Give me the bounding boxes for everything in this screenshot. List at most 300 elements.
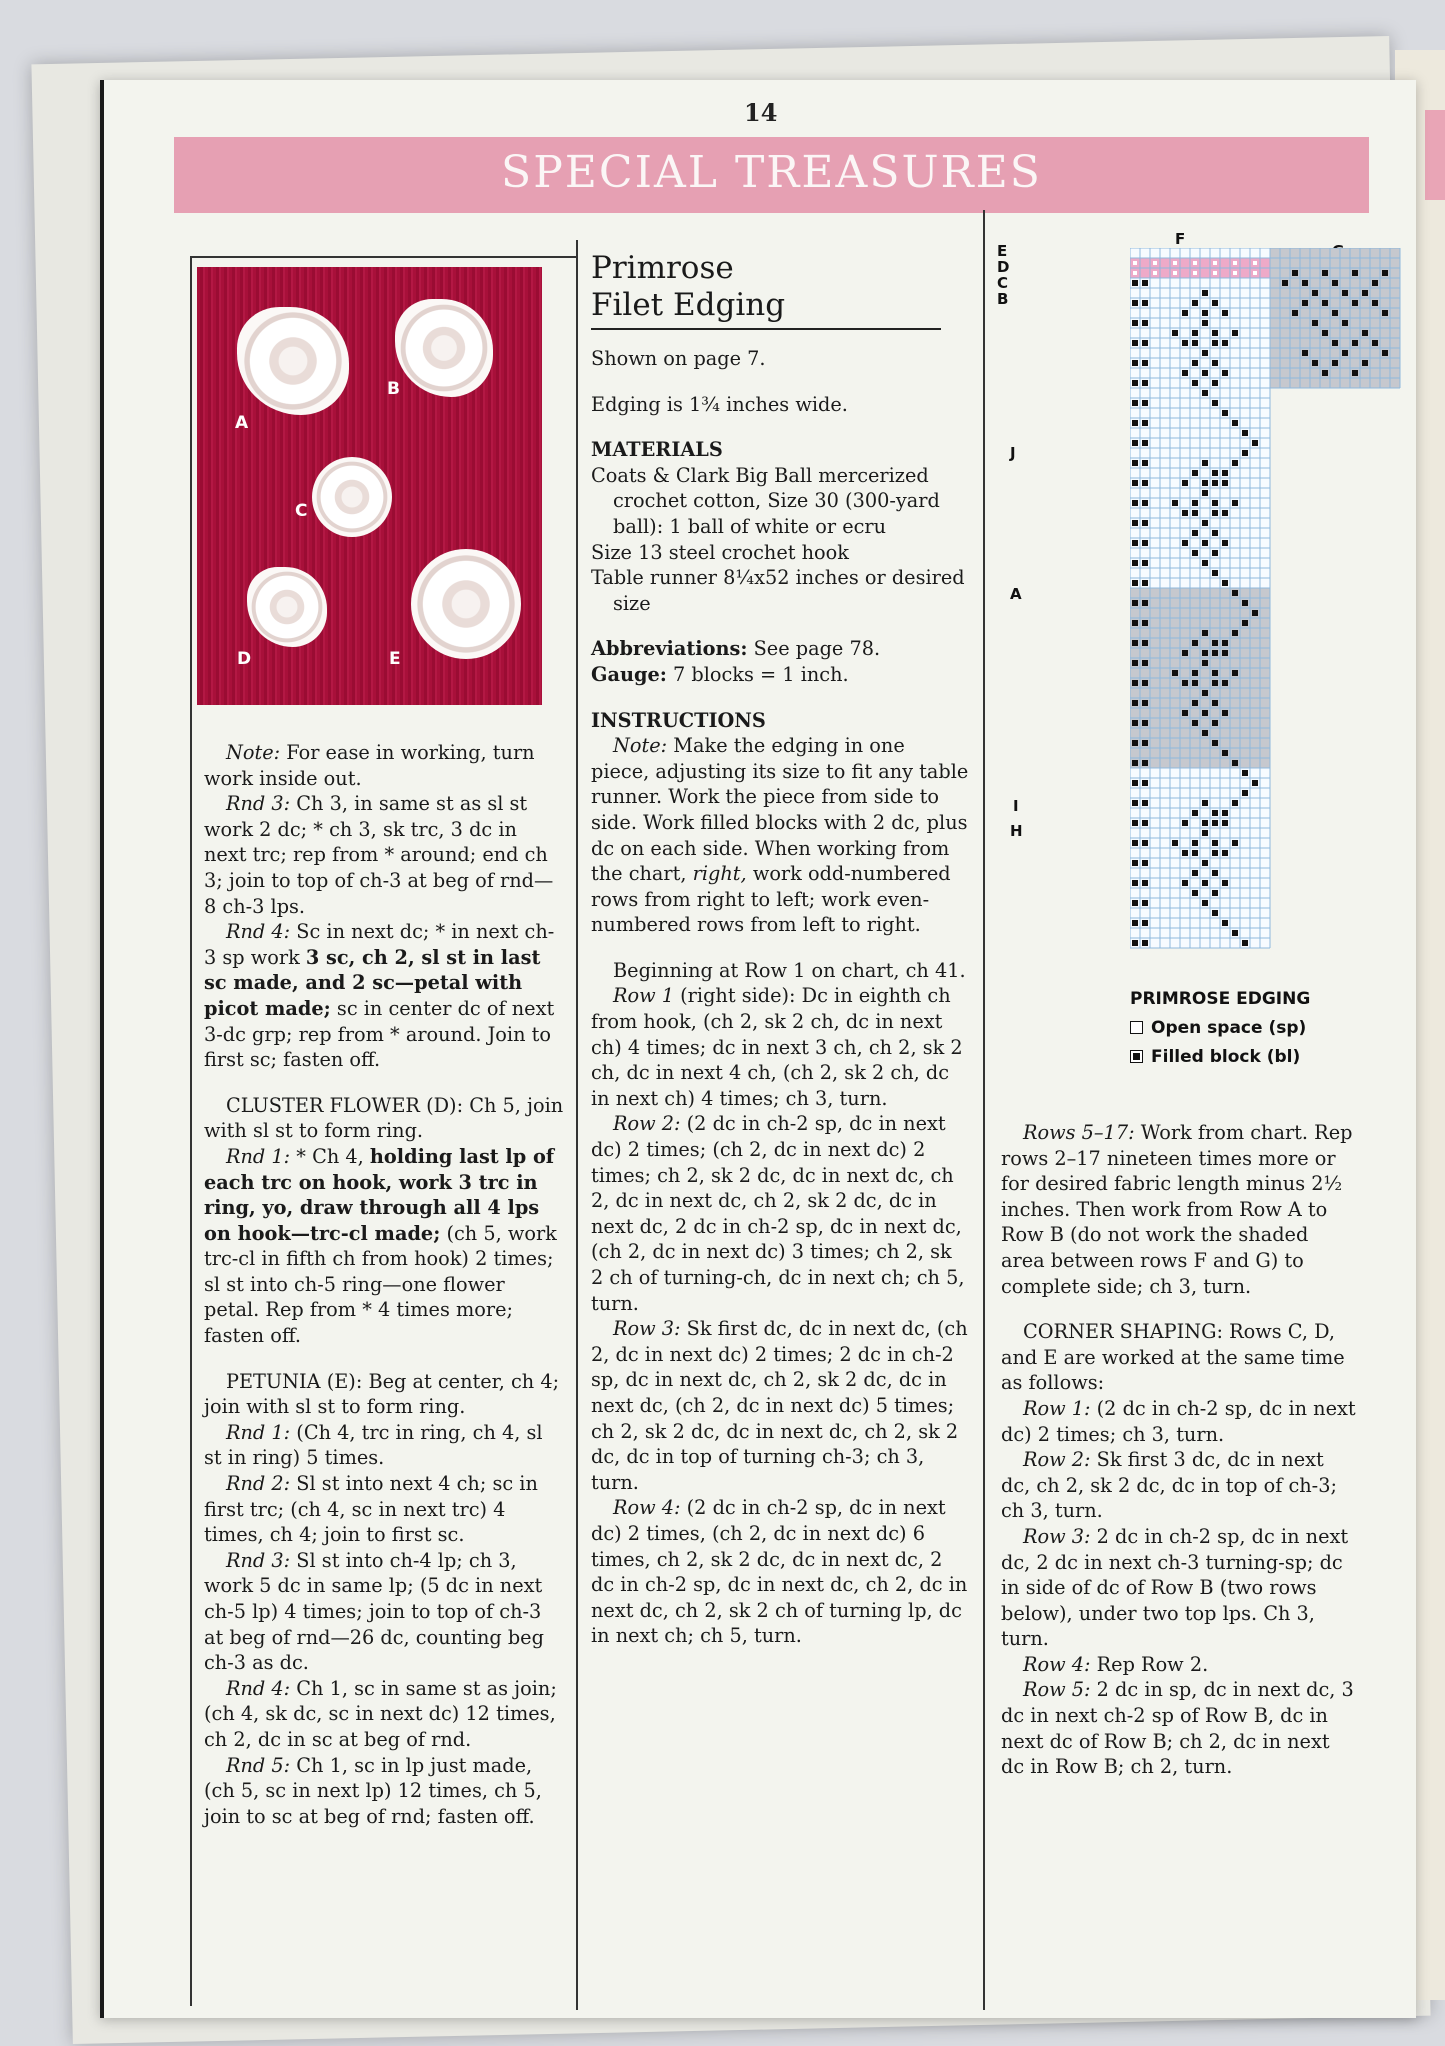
chart-filled-block <box>1172 670 1178 676</box>
chart-filled-block <box>1182 540 1188 546</box>
chart-filled-block <box>1142 300 1148 306</box>
chart-filled-block <box>1232 630 1238 636</box>
filled-block-icon <box>1130 1050 1143 1063</box>
chart-label-d: D <box>997 258 1010 276</box>
chart-filled-block <box>1142 820 1148 826</box>
flower-e <box>411 549 521 659</box>
materials-heading: MATERIALS <box>591 438 723 462</box>
chart-filled-block <box>1292 270 1298 276</box>
chart-filled-block <box>1202 820 1208 826</box>
chart-filled-block <box>1212 890 1218 896</box>
chart-filled-block <box>1132 380 1138 386</box>
chart-filled-block <box>1132 400 1138 406</box>
chart-filled-block <box>1182 820 1188 826</box>
chart-filled-block <box>1142 680 1148 686</box>
chart-filled-block <box>1132 920 1138 926</box>
chart-filled-block <box>1182 340 1188 346</box>
chart-filled-block <box>1232 670 1238 676</box>
chart-filled-block <box>1202 480 1208 486</box>
chart-pink-marker <box>1213 271 1217 275</box>
chart-filled-block <box>1222 510 1228 516</box>
chart-filled-block <box>1132 700 1138 706</box>
photo-label-a: A <box>235 413 249 433</box>
cluster-rnd1-paragraph: Rnd 1: * Ch 4, holding last lp of each trc on hook, work 3 trc in ring, yo, draw through all 4 lps on hook—trc-cl made; (ch 5, work trc-cl in fifth ch from hook) 2 times; sl st into ch-5 ring—one flower petal. Rep from * 4 times more; fasten off. <box>204 1144 557 1348</box>
chart-filled-block <box>1132 780 1138 786</box>
flower-d <box>247 567 327 647</box>
chart-filled-block <box>1352 270 1358 276</box>
section-banner <box>174 137 1369 213</box>
chart-filled-block <box>1142 280 1148 286</box>
chart-filled-block <box>1182 480 1188 486</box>
chart-filled-block <box>1132 860 1138 866</box>
chart-filled-block <box>1132 720 1138 726</box>
chart-filled-block <box>1132 460 1138 466</box>
chart-label-j: J <box>1010 444 1016 462</box>
chart-filled-block <box>1142 480 1148 486</box>
chart-filled-block <box>1232 800 1238 806</box>
chart-filled-block <box>1302 300 1308 306</box>
chart-filled-block <box>1312 320 1318 326</box>
chart-filled-block <box>1192 500 1198 506</box>
chart-filled-block <box>1192 810 1198 816</box>
chart-filled-block <box>1202 660 1208 666</box>
chart-filled-block <box>1342 290 1348 296</box>
chart-filled-block <box>1202 520 1208 526</box>
chart-filled-block <box>1232 930 1238 936</box>
chart-filled-block <box>1182 850 1188 856</box>
chart-filled-block <box>1132 940 1138 946</box>
chart-filled-block <box>1312 290 1318 296</box>
chart-filled-block <box>1182 880 1188 886</box>
petunia-rnd5-paragraph: Rnd 5: Ch 1, sc in lp just made, (ch 5, sc in next lp) 12 times, ch 5, join to sc at beg of rnd; fasten off. <box>204 1753 542 1828</box>
chart-filled-block <box>1232 590 1238 596</box>
chart-filled-block <box>1242 770 1248 776</box>
chart-filled-block <box>1192 380 1198 386</box>
chart-filled-block <box>1342 320 1348 326</box>
chart-filled-block <box>1142 700 1148 706</box>
chart-filled-block <box>1202 460 1208 466</box>
chart-label-i: I <box>1013 797 1019 815</box>
chart-filled-block <box>1192 510 1198 516</box>
beginning-paragraph: Beginning at Row 1 on chart, ch 41. <box>613 958 966 982</box>
chart-filled-block <box>1132 820 1138 826</box>
material-thread: Coats & Clark Big Ball mercerized crochet cotton, Size 30 (300-yard ball): 1 ball of white or ecru <box>591 463 940 538</box>
material-hook: Size 13 steel crochet hook <box>591 540 849 564</box>
chart-label-b: B <box>997 290 1009 308</box>
chart-filled-block <box>1282 280 1288 286</box>
chart-filled-block <box>1252 440 1258 446</box>
corner-row1: Row 1: (2 dc in ch-2 sp, dc in next dc) 2 times; ch 3, turn. <box>1001 1396 1356 1446</box>
abbreviations-line: Abbreviations: See page 78. <box>591 637 881 661</box>
chart-filled-block <box>1132 640 1138 646</box>
chart-filled-block <box>1132 340 1138 346</box>
chart-filled-block <box>1142 900 1148 906</box>
magazine-page <box>100 80 1416 2018</box>
chart-filled-block <box>1142 460 1148 466</box>
chart-pink-marker <box>1193 261 1197 265</box>
chart-filled-block <box>1132 580 1138 586</box>
chart-filled-block <box>1132 320 1138 326</box>
chart-filled-block <box>1142 840 1148 846</box>
chart-filled-block <box>1372 300 1378 306</box>
section-title: SPECIAL TREASURES <box>501 147 1042 198</box>
chart-filled-block <box>1182 310 1188 316</box>
chart-filled-block <box>1202 390 1208 396</box>
chart-filled-block <box>1202 860 1208 866</box>
edging-width: Edging is 1¾ inches wide. <box>591 392 848 416</box>
page-number: 14 <box>744 98 778 127</box>
chart-filled-block <box>1142 860 1148 866</box>
chart-filled-block <box>1132 900 1138 906</box>
chart-filled-block <box>1212 680 1218 686</box>
chart-filled-block <box>1202 830 1208 836</box>
chart-filled-block <box>1252 780 1258 786</box>
chart-label-e: E <box>997 242 1008 260</box>
chart-filled-block <box>1192 720 1198 726</box>
chart-filled-block <box>1142 360 1148 366</box>
chart-filled-block <box>1332 360 1338 366</box>
chart-filled-block <box>1232 840 1238 846</box>
chart-filled-block <box>1172 330 1178 336</box>
right-column <box>1001 1120 1356 1780</box>
chart-filled-block <box>1192 680 1198 686</box>
chart-filled-block <box>1222 580 1228 586</box>
chart-filled-block <box>1212 840 1218 846</box>
filet-chart <box>1130 248 1445 978</box>
chart-filled-block <box>1202 320 1208 326</box>
chart-filled-block <box>1202 560 1208 566</box>
chart-filled-block <box>1222 480 1228 486</box>
chart-filled-block <box>1142 580 1148 586</box>
chart-filled-block <box>1132 680 1138 686</box>
chart-filled-block <box>1142 620 1148 626</box>
chart-filled-block <box>1202 540 1208 546</box>
chart-filled-block <box>1132 600 1138 606</box>
chart-filled-block <box>1132 360 1138 366</box>
chart-filled-block <box>1202 490 1208 496</box>
chart-pink-marker <box>1253 261 1257 265</box>
chart-filled-block <box>1212 650 1218 656</box>
chart-pink-marker <box>1153 271 1157 275</box>
rnd3-paragraph: Rnd 3: Ch 3, in same st as sl st work 2 dc; * ch 3, sk trc, 3 dc in next trc; rep from * around; end ch 3; join to top of ch-3 at beg of rnd—8 ch-3 lps. <box>204 792 554 918</box>
chart-filled-block <box>1372 340 1378 346</box>
chart-filled-block <box>1142 880 1148 886</box>
chart-filled-block <box>1242 620 1248 626</box>
material-runner: Table runner 8¼x52 inches or desired size <box>591 566 965 615</box>
chart-filled-block <box>1242 940 1248 946</box>
row4-paragraph: Row 4: (2 dc in ch-2 sp, dc in next dc) 2 times, (ch 2, dc in next dc) 6 times, ch 2, sk 2 dc, dc in next dc, 2 dc in ch-2 sp, dc in next dc, ch 2, dc in next dc, ch 2, sk 2 ch of turning lp, dc in next ch; ch 5, turn. <box>591 1496 968 1648</box>
chart-filled-block <box>1132 520 1138 526</box>
chart-filled-block <box>1232 420 1238 426</box>
chart-filled-block <box>1202 880 1208 886</box>
chart-filled-block <box>1212 510 1218 516</box>
chart-pink-marker <box>1153 261 1157 265</box>
chart-filled-block <box>1132 800 1138 806</box>
chart-pink-marker <box>1173 261 1177 265</box>
chart-filled-block <box>1212 300 1218 306</box>
chart-filled-block <box>1132 760 1138 766</box>
chart-filled-block <box>1202 350 1208 356</box>
chart-filled-block <box>1202 730 1208 736</box>
chart-filled-block <box>1142 500 1148 506</box>
flower-a <box>237 307 349 415</box>
chart-filled-block <box>1382 310 1388 316</box>
left-column <box>204 740 564 1829</box>
chart-filled-block <box>1322 330 1328 336</box>
chart-label-c: C <box>997 274 1009 292</box>
corner-row4: Row 4: Rep Row 2. <box>1023 1652 1209 1676</box>
chart-filled-block <box>1192 300 1198 306</box>
petunia-heading: PETUNIA (E): Beg at center, ch 4; join with sl st to form ring. <box>204 1369 560 1419</box>
chart-filled-block <box>1132 540 1138 546</box>
chart-pink-marker <box>1253 271 1257 275</box>
petunia-rnd4-paragraph: Rnd 4: Ch 1, sc in same st as join; (ch 4, sk dc, sc in next dc) 12 times, ch 2, dc in sc at beg of rnd. <box>204 1676 557 1751</box>
chart-filled-block <box>1142 340 1148 346</box>
chart-pink-marker <box>1233 261 1237 265</box>
chart-pink-marker <box>1173 271 1177 275</box>
chart-filled-block <box>1352 340 1358 346</box>
chart-filled-block <box>1182 510 1188 516</box>
chart-filled-block <box>1142 920 1148 926</box>
chart-pink-marker <box>1233 271 1237 275</box>
chart-filled-block <box>1212 850 1218 856</box>
shown-on-page: Shown on page 7. <box>591 347 766 370</box>
chart-filled-block <box>1222 680 1228 686</box>
chart-filled-block <box>1202 900 1208 906</box>
note-paragraph: Note: For ease in working, turn work inside out. <box>204 741 535 790</box>
chart-filled-block <box>1132 500 1138 506</box>
chart-filled-block <box>1142 320 1148 326</box>
adjacent-page-banner <box>1425 110 1445 200</box>
chart-filled-block <box>1202 310 1208 316</box>
column-divider-left-outer <box>190 256 192 2006</box>
chart-filled-block <box>1212 810 1218 816</box>
petunia-rnd3-paragraph: Rnd 3: Sl st into ch-4 lp; ch 3, work 5 dc in same lp; (5 dc in next ch-5 lp) 4 times; join to top of ch-3 at beg of rnd—26 dc, counting beg ch-3 as dc. <box>204 1548 544 1675</box>
corner-shaping-heading: CORNER SHAPING: Rows C, D, and E are worked at the same time as follows: <box>1001 1320 1345 1395</box>
chart-filled-block <box>1192 340 1198 346</box>
chart-filled-block <box>1232 460 1238 466</box>
instructions-note: Note: Make the edging in one piece, adjusting its size to fit any table runner. Work the piece from side to side. Work filled blocks with 2 dc, plus dc on each side. When working from the chart, right, work odd-numbered rows from right to left; work even-numbered rows from left to right. <box>591 734 969 937</box>
chart-filled-block <box>1222 640 1228 646</box>
chart-filled-block <box>1132 840 1138 846</box>
chart-label-f: F <box>1175 230 1186 248</box>
chart-filled-block <box>1142 940 1148 946</box>
petunia-rnd1-paragraph: Rnd 1: (Ch 4, trc in ring, ch 4, sl st in ring) 5 times. <box>204 1420 543 1470</box>
chart-filled-block <box>1142 760 1148 766</box>
corner-row5: Row 5: 2 dc in sp, dc in next dc, 3 dc in next ch-2 sp of Row B, dc in next dc of Row B; ch 2, dc in next dc in Row B; ch 2, turn. <box>1001 1678 1354 1779</box>
chart-filled-block <box>1132 660 1138 666</box>
chart-filled-block <box>1342 350 1348 356</box>
flower-photo <box>197 267 542 705</box>
column-divider-1 <box>576 240 578 2010</box>
chart-filled-block <box>1202 800 1208 806</box>
chart-filled-block <box>1142 380 1148 386</box>
chart-filled-block <box>1132 440 1138 446</box>
chart-filled-block <box>1222 310 1228 316</box>
chart-filled-block <box>1222 340 1228 346</box>
chart-filled-block <box>1222 920 1228 926</box>
open-space-icon <box>1130 1021 1143 1034</box>
petunia-rnd2-paragraph: Rnd 2: Sl st into next 4 ch; sc in first trc; (ch 4, sc in next trc) 4 times, ch 4; join to first sc. <box>204 1472 538 1547</box>
instructions-heading: INSTRUCTIONS <box>591 708 766 732</box>
chart-filled-block <box>1222 650 1228 656</box>
corner-row2: Row 2: Sk first 3 dc, dc in next dc, ch 2, sk 2 dc, dc in top of ch-3; ch 3, turn. <box>1001 1448 1337 1523</box>
chart-filled-block <box>1302 280 1308 286</box>
chart-filled-block <box>1222 540 1228 546</box>
chart-filled-block <box>1192 530 1198 536</box>
top-rule <box>190 256 578 258</box>
chart-filled-block <box>1332 340 1338 346</box>
chart-filled-block <box>1312 360 1318 366</box>
chart-filled-block <box>1352 370 1358 376</box>
photo-label-b: B <box>387 379 400 399</box>
chart-filled-block <box>1242 450 1248 456</box>
chart-filled-block <box>1182 710 1188 716</box>
pattern-title-line2: Filet Edging <box>591 287 786 323</box>
chart-filled-block <box>1302 350 1308 356</box>
chart-filled-block <box>1222 810 1228 816</box>
chart-filled-block <box>1212 360 1218 366</box>
chart-filled-block <box>1142 400 1148 406</box>
chart-filled-block <box>1212 330 1218 336</box>
chart-filled-block <box>1212 500 1218 506</box>
cluster-flower-heading: CLUSTER FLOWER (D): Ch 5, join with sl st to form ring. <box>204 1093 564 1143</box>
chart-filled-block <box>1142 540 1148 546</box>
chart-filled-block <box>1242 430 1248 436</box>
chart-filled-block <box>1132 280 1138 286</box>
chart-filled-block <box>1252 610 1258 616</box>
chart-filled-block <box>1142 440 1148 446</box>
chart-filled-block <box>1222 370 1228 376</box>
chart-filled-block <box>1182 370 1188 376</box>
chart-filled-block <box>1182 650 1188 656</box>
chart-filled-block <box>1182 680 1188 686</box>
chart-filled-block <box>1132 420 1138 426</box>
chart-filled-block <box>1322 270 1328 276</box>
chart-filled-block <box>1202 710 1208 716</box>
chart-filled-block <box>1192 330 1198 336</box>
photo-label-d: D <box>237 649 252 669</box>
chart-filled-block <box>1212 670 1218 676</box>
rnd4-paragraph: Rnd 4: Sc in next dc; * in next ch-3 sp work 3 sc, ch 2, sl st in last sc made, and 2 sc—petal with picot made; sc in center dc of next 3-dc grp; rep from * around. Join to first sc; fasten off. <box>204 920 555 1072</box>
chart-filled-block <box>1172 500 1178 506</box>
chart-filled-block <box>1202 690 1208 696</box>
chart-filled-block <box>1212 480 1218 486</box>
chart-pink-marker <box>1133 261 1137 265</box>
chart-filled-block <box>1222 410 1228 416</box>
chart-filled-block <box>1142 660 1148 666</box>
chart-filled-block <box>1222 820 1228 826</box>
chart-filled-block <box>1222 710 1228 716</box>
chart-filled-block <box>1132 740 1138 746</box>
chart-filled-block <box>1142 420 1148 426</box>
chart-pink-marker <box>1213 261 1217 265</box>
chart-filled-block <box>1362 330 1368 336</box>
chart-filled-block <box>1382 270 1388 276</box>
chart-filled-block <box>1172 840 1178 846</box>
chart-filled-block <box>1142 800 1148 806</box>
chart-filled-block <box>1212 820 1218 826</box>
chart-filled-block <box>1202 290 1208 296</box>
pattern-title-line1: Primrose <box>591 250 734 286</box>
chart-filled-block <box>1132 620 1138 626</box>
chart-filled-block <box>1372 280 1378 286</box>
chart-filled-block <box>1202 630 1208 636</box>
chart-filled-block <box>1212 700 1218 706</box>
chart-filled-block <box>1132 560 1138 566</box>
middle-column <box>591 250 969 1649</box>
chart-filled-block <box>1362 290 1368 296</box>
chart-filled-block <box>1192 550 1198 556</box>
chart-filled-block <box>1212 870 1218 876</box>
legend-open-space: Open space (sp) <box>1130 1014 1310 1043</box>
chart-legend <box>1130 985 1310 1072</box>
chart-filled-block <box>1212 570 1218 576</box>
chart-pink-marker <box>1193 271 1197 275</box>
filet-chart-grid <box>1130 248 1445 978</box>
chart-filled-block <box>1292 310 1298 316</box>
chart-label-a: A <box>1010 585 1022 603</box>
corner-row3: Row 3: 2 dc in ch-2 sp, dc in next dc, 2 dc in next ch-3 turning-sp; dc in side of dc of Row B (two rows below), under two top lps. Ch 3, turn. <box>1001 1524 1349 1651</box>
chart-filled-block <box>1212 640 1218 646</box>
title-rule <box>591 328 941 330</box>
chart-filled-block <box>1232 760 1238 766</box>
chart-filled-block <box>1142 560 1148 566</box>
chart-filled-block <box>1232 500 1238 506</box>
chart-filled-block <box>1222 880 1228 886</box>
chart-filled-block <box>1222 750 1228 756</box>
chart-filled-block <box>1142 640 1148 646</box>
chart-filled-block <box>1242 600 1248 606</box>
chart-filled-block <box>1382 350 1388 356</box>
chart-filled-block <box>1352 300 1358 306</box>
flower-c <box>312 457 392 537</box>
chart-filled-block <box>1332 310 1338 316</box>
chart-filled-block <box>1142 600 1148 606</box>
chart-filled-block <box>1202 650 1208 656</box>
chart-filled-block <box>1322 300 1328 306</box>
chart-filled-block <box>1332 280 1338 286</box>
photo-label-c: C <box>295 501 308 521</box>
chart-filled-block <box>1192 700 1198 706</box>
chart-filled-block <box>1212 740 1218 746</box>
chart-label-h: H <box>1010 822 1023 840</box>
row3-paragraph: Row 3: Sk first dc, dc in next dc, (ch 2, dc in next dc) 2 times; 2 dc in ch-2 sp, dc in next dc, ch 2, sk 2 dc, dc in next dc, (ch 2, dc in next dc) 5 times; ch 2, sk 2 dc, dc in next dc, ch 2, sk 2 dc, dc in top of turning ch-3; ch 3, turn. <box>591 1317 968 1494</box>
legend-filled-block: Filled block (bl) <box>1130 1043 1310 1072</box>
chart-filled-block <box>1212 470 1218 476</box>
photo-label-e: E <box>389 649 401 669</box>
chart-filled-block <box>1222 470 1228 476</box>
row1-paragraph: Row 1 (right side): Dc in eighth ch from hook, (ch 2, sk 2 ch, dc in next ch) 4 times; dc in next 3 ch, ch 2, sk 2 ch, dc in next 4 ch, (ch 2, sk 2 ch, dc in next ch) 4 times; ch 3, turn. <box>591 984 963 1110</box>
chart-filled-block <box>1212 340 1218 346</box>
chart-filled-block <box>1192 840 1198 846</box>
chart-filled-block <box>1132 880 1138 886</box>
row2-paragraph: Row 2: (2 dc in ch-2 sp, dc in next dc) 2 times; (ch 2, dc in next dc) 2 times; ch 2, sk 2 dc, dc in next dc, ch 2, dc in next dc, ch 2, sk 2 dc, dc in next dc, 2 dc in ch-2 sp, dc in next dc, (ch 2, dc in next dc) 3 times; ch 2, sk 2 ch of turning-ch, dc in next ch; ch 5, turn. <box>591 1112 965 1315</box>
gauge-line: Gauge: 7 blocks = 1 inch. <box>591 662 849 686</box>
chart-filled-block <box>1322 370 1328 376</box>
chart-filled-block <box>1142 740 1148 746</box>
chart-filled-block <box>1142 520 1148 526</box>
chart-title: PRIMROSE EDGING <box>1130 989 1311 1009</box>
chart-filled-block <box>1212 720 1218 726</box>
chart-filled-block <box>1192 870 1198 876</box>
chart-filled-block <box>1192 850 1198 856</box>
chart-filled-block <box>1212 550 1218 556</box>
chart-filled-block <box>1212 380 1218 386</box>
chart-filled-block <box>1192 470 1198 476</box>
chart-filled-block <box>1192 890 1198 896</box>
chart-filled-block <box>1202 370 1208 376</box>
